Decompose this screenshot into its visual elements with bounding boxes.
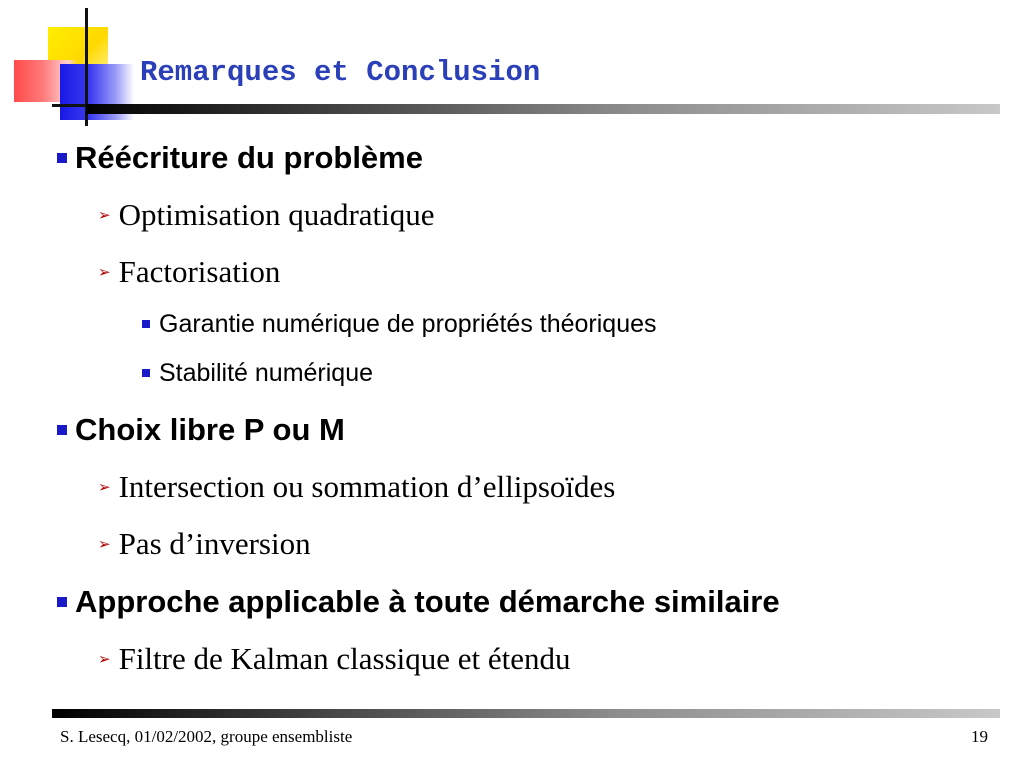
- slide-title: Remarques et Conclusion: [140, 56, 541, 89]
- arrow-bullet-icon: ➢: [98, 478, 111, 496]
- bullet-text: Approche applicable à toute démarche similaire: [75, 584, 780, 619]
- square-bullet-icon: [142, 369, 150, 377]
- sub-bullet-item: [98, 526, 311, 562]
- sub-sub-bullet-item: [142, 310, 657, 339]
- square-bullet-icon: [57, 425, 67, 435]
- arrow-bullet-icon: ➢: [98, 206, 111, 224]
- arrow-bullet-icon: ➢: [98, 650, 111, 668]
- sub-bullet-item: [98, 254, 280, 290]
- footer-author-date: S. Lesecq, 01/02/2002, groupe ensembliste: [60, 727, 353, 746]
- arrow-bullet-icon: ➢: [98, 263, 111, 281]
- square-bullet-icon: [142, 320, 150, 328]
- bullet-item: [57, 140, 423, 176]
- bullet-text: Réécriture du problème: [75, 140, 423, 175]
- bullet-text: Garantie numérique de propriétés théoriques: [159, 310, 657, 338]
- square-bullet-icon: [57, 597, 67, 607]
- bullet-text: Pas d’inversion: [118, 526, 311, 561]
- bullet-item: [57, 412, 345, 448]
- bullet-text: Choix libre P ou M: [75, 412, 345, 447]
- square-bullet-icon: [57, 153, 67, 163]
- bullet-item: [57, 584, 780, 620]
- title-underline-bar: [86, 104, 1000, 114]
- bullet-text: Factorisation: [118, 254, 281, 289]
- sub-bullet-item: [98, 197, 435, 233]
- bullet-text: Stabilité numérique: [159, 359, 374, 387]
- sub-bullet-item: [98, 641, 571, 677]
- sub-sub-bullet-item: [142, 359, 373, 388]
- logo-horizontal-line: [52, 104, 86, 107]
- bullet-text: Filtre de Kalman classique et étendu: [118, 641, 571, 676]
- sub-bullet-item: [98, 469, 615, 505]
- footer-bar: [52, 709, 1000, 718]
- arrow-bullet-icon: ➢: [98, 535, 111, 553]
- footer-page-number: 19: [971, 727, 988, 746]
- bullet-text: Optimisation quadratique: [118, 197, 435, 232]
- bullet-text: Intersection ou sommation d’ellipsoïdes: [118, 469, 616, 504]
